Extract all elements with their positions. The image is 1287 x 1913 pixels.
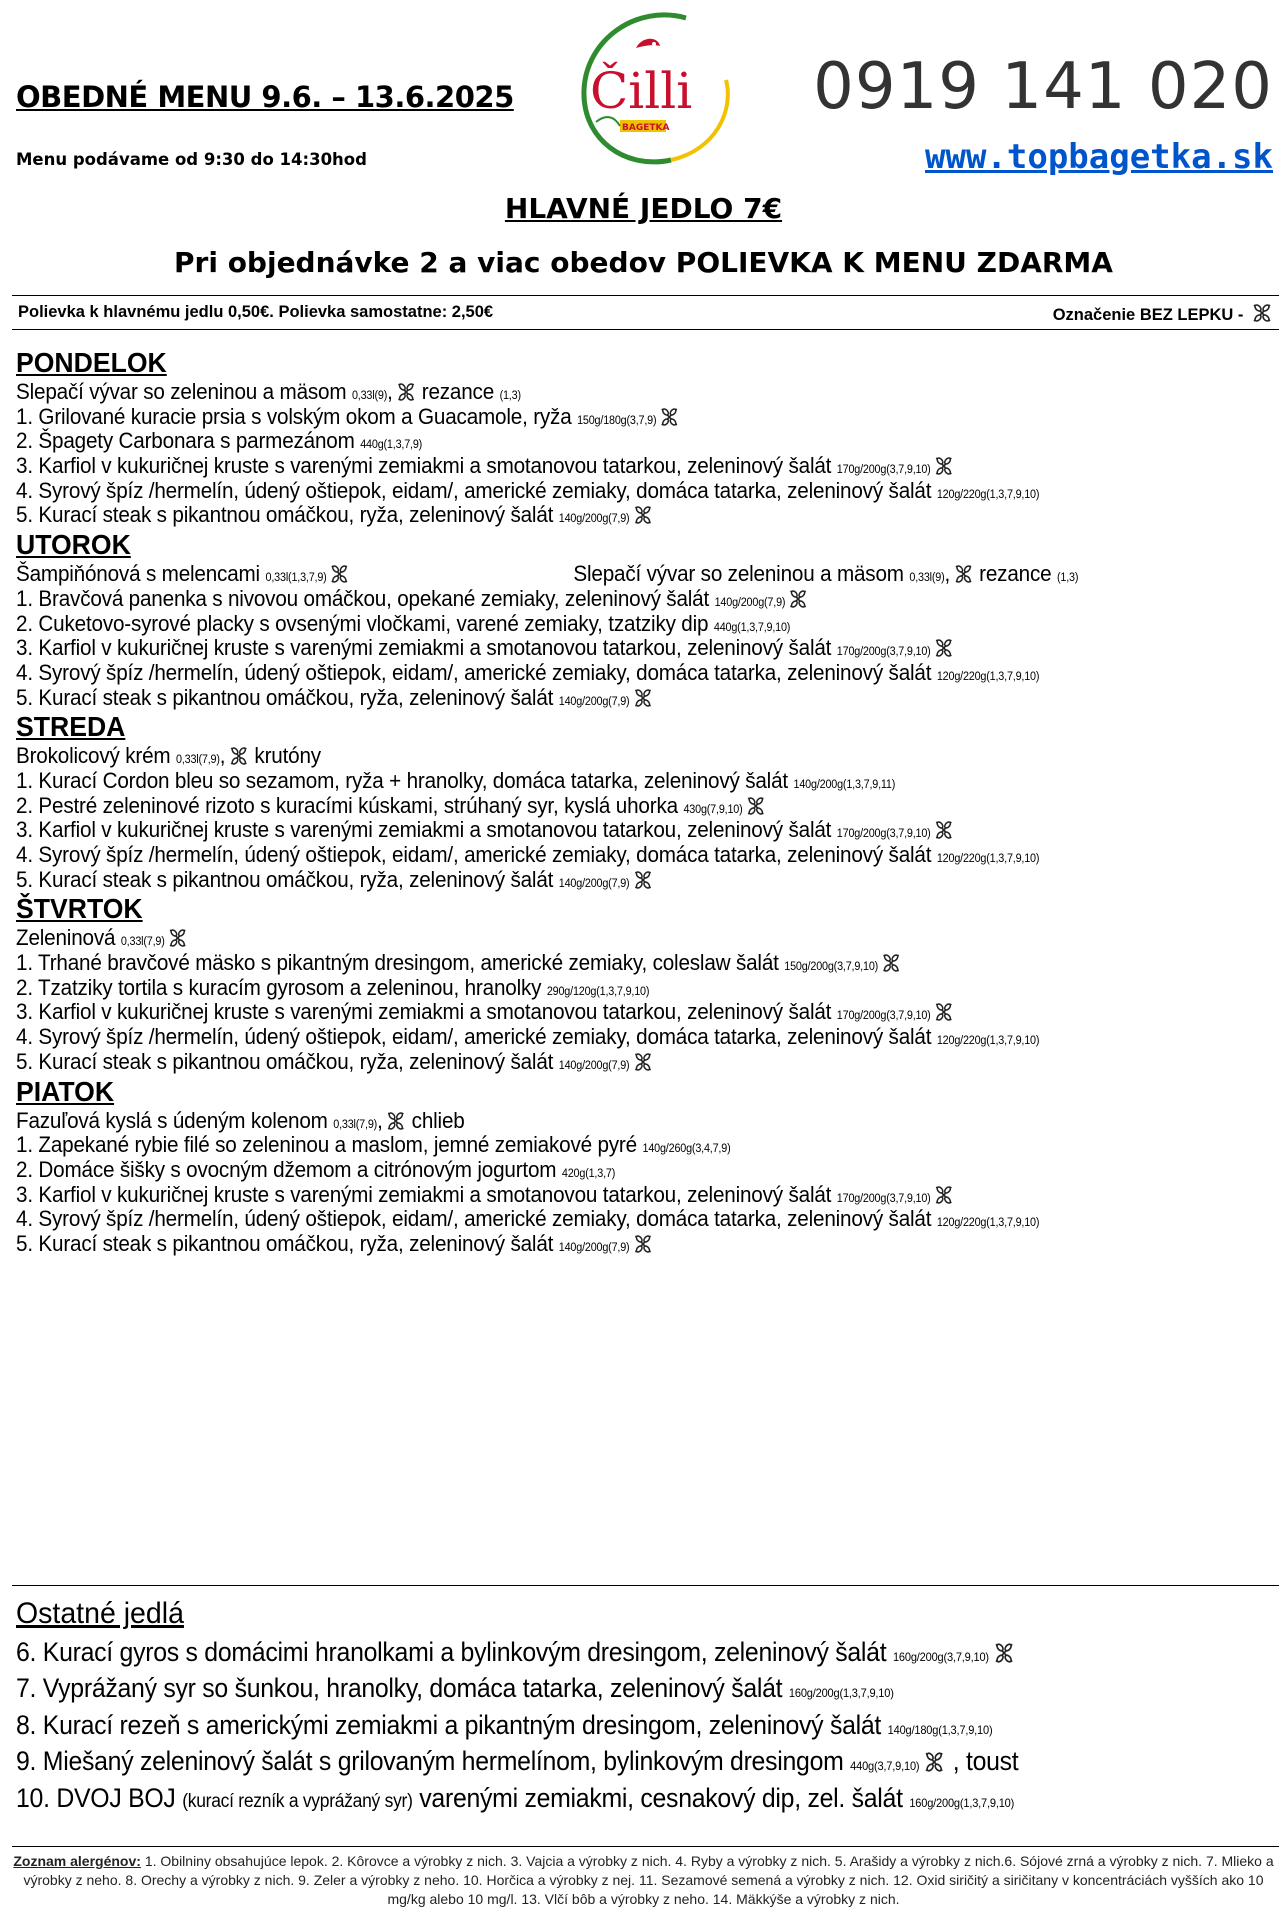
wheat-crossed-icon — [933, 1185, 954, 1205]
dish-weight-allergens: 160g/200g(3,7,9,10) — [892, 1650, 989, 1664]
dish-weight-allergens: 150g/200g(3,7,9,10) — [784, 961, 879, 974]
wheat-crossed-icon — [933, 820, 954, 840]
soup-text: Brokolicový krém — [16, 743, 176, 769]
dish-text: 7. Vyprážaný syr so šunkou, hranolky, domáca tatarka, zeleninový šalát — [16, 1673, 789, 1704]
dish-weight-allergens: 170g/200g(3,7,9,10) — [836, 1192, 931, 1205]
dish-text: 3. Karfiol v kukuričnej kruste s varenými zemiakmi a smotanovou tatarkou, zeleninový šalát — [16, 817, 837, 843]
soup-text: Slepačí vývar so zeleninou a mäsom — [573, 561, 910, 587]
day-name: UTOROK — [16, 529, 131, 561]
dish-text: 5. Kurací steak s pikantnou omáčkou, ryža, zeleninový šalát — [16, 684, 559, 710]
allergen-list: Zoznam alergénov: 1. Obilniny obsahujúce lepok. 2. Kôrovce a výrobky z nich. 3. Vajcia a výrobky z nich. 4. Ryby a výrobky z nich. 5. Arašidy a výrobky z nich.6. Sójové zrná a výrobky z nich. 7. Mlieko a výrobky z neho. 8. Orechy a výrobky z nich. 9. Zeler a výrobky z neho. 10. Horčica a výrobky z nej. 11. Sezamové semená a výrobky z nich. 12. Oxid siričitý a siričitany v koncentráciách vyšších ako 10 mg/kg alebo 10 mg/l. 13. Vlčí bôb a výrobky z neho. 14. Mäkkýše a výrobky z nich. — [13, 1853, 1274, 1907]
day-section — [16, 346, 1276, 528]
wheat-crossed-icon — [167, 928, 188, 948]
wheat-crossed-icon — [745, 796, 766, 816]
dish-text: 5. Kurací steak s pikantnou omáčkou, ryža, zeleninový šalát — [16, 1048, 559, 1074]
dish-weight-allergens: 120g/220g(1,3,7,9,10) — [936, 1035, 1040, 1048]
other-dishes — [16, 1594, 1276, 1816]
soup-extra-allergens: (1,3) — [1056, 572, 1079, 585]
promo-line: Pri objednávke 2 a viac obedov POLIEVKA K MENU ZDARMA — [174, 246, 1113, 279]
wheat-crossed-icon — [632, 1052, 653, 1072]
divider — [12, 329, 1279, 330]
dish-weight-allergens: 140g/200g(7,9) — [558, 513, 630, 526]
dish-weight-allergens: 120g/220g(1,3,7,9,10) — [936, 488, 1040, 501]
soup-extra: rezance — [973, 561, 1057, 587]
soup-allergens: 0,33l(1,3,7,9) — [265, 572, 327, 585]
other-dishes-title: Ostatné jedlá — [16, 1597, 184, 1630]
soup-allergens: 0,33l(7,9) — [175, 754, 220, 767]
dish-weight-allergens: 140g/200g(1,3,7,9,11) — [793, 778, 896, 791]
soup-line — [16, 744, 1200, 769]
dish-text: 6. Kurací gyros s domácimi hranolkami a bylinkovým dresingom, zeleninový šalát — [16, 1637, 893, 1667]
soup-text: Šampiňónová s melencami — [16, 561, 266, 587]
wheat-crossed-icon — [953, 564, 974, 584]
soup-extra: chlieb — [406, 1107, 465, 1133]
dish-weight-allergens: 290g/120g(1,3,7,9,10) — [546, 985, 650, 998]
dish-text: 2. Domáce šišky s ovocným džemom a citrónovým jogurtom — [16, 1156, 562, 1182]
wheat-crossed-icon — [659, 407, 680, 427]
soup-allergens: 0,33l(9) — [909, 572, 945, 585]
dish-line — [16, 503, 1200, 528]
weekly-menu — [16, 346, 1276, 1257]
dish-description: (kurací rezník a vyprážaný syr) — [182, 1790, 413, 1812]
soup-text: Zeleninová — [16, 925, 121, 951]
dish-line — [16, 1183, 1200, 1208]
soup-extra-allergens: (1,3) — [499, 390, 521, 402]
day-section — [16, 892, 1276, 1074]
wheat-crossed-icon — [992, 1637, 1016, 1659]
dish-weight-allergens: 140g/200g(7,9) — [558, 1241, 630, 1254]
dish-line — [16, 1207, 1200, 1232]
soup-allergens: 0,33l(7,9) — [120, 936, 165, 949]
menu-header — [0, 0, 1287, 180]
wheat-crossed-icon — [632, 688, 653, 708]
divider — [12, 295, 1279, 296]
dish-weight-allergens: 140g/260g(3,4,7,9) — [642, 1143, 731, 1156]
soup-line — [16, 1109, 1200, 1134]
dish-weight-allergens: 170g/200g(3,7,9,10) — [836, 646, 931, 659]
dish-line — [16, 1232, 1200, 1257]
dish-weight-allergens: 170g/200g(3,7,9,10) — [836, 828, 931, 841]
dish-text: 3. Karfiol v kukuričnej kruste s varenými zemiakmi a smotanovou tatarkou, zeleninový šalát — [16, 999, 837, 1025]
wheat-crossed-icon — [228, 746, 249, 766]
dish-text: 4. Syrový špíz /hermelín, údený oštiepok, eidam/, americké zemiaky, domáca tatarka, zeleninový šalát — [16, 842, 937, 867]
wheat-crossed-icon — [1251, 303, 1273, 323]
wheat-crossed-icon — [922, 1746, 946, 1768]
dish-weight-allergens: 140g/200g(7,9) — [558, 695, 630, 708]
soup-allergens: 0,33l(9) — [351, 390, 388, 402]
main-dish-price: HLAVNÉ JEDLO 7€ — [504, 192, 783, 225]
divider — [12, 1846, 1279, 1847]
wheat-crossed-icon — [933, 1002, 954, 1022]
dish-text: 2. Tzatziky tortila s kuracím gyrosom a zeleninou, hranolky — [16, 974, 547, 1000]
wheat-crossed-icon — [632, 505, 653, 525]
dish-line — [16, 454, 1200, 479]
wheat-crossed-icon — [788, 589, 809, 609]
dish-line — [16, 769, 1200, 794]
dish-weight-allergens: 150g/180g(3,7,9) — [577, 414, 657, 427]
dish-weight-allergens: 440g(1,3,7,9) — [360, 439, 423, 452]
dish-weight-allergens: 420g(1,3,7) — [561, 1167, 616, 1180]
dish-weight-allergens: 170g/200g(3,7,9,10) — [836, 464, 931, 477]
dish-text: 3. Karfiol v kukuričnej kruste s varenými zemiakmi a smotanovou tatarkou, zeleninový šalát — [16, 1181, 837, 1207]
dish-text: 8. Kurací rezeň s americkými zemiakmi a pikantným dresingom, zeleninový šalát — [16, 1709, 888, 1740]
day-section — [16, 528, 1276, 710]
dish-line — [16, 405, 1200, 430]
serving-hours: Menu podávame od 9:30 do 14:30hod — [16, 150, 367, 169]
dish-text: 5. Kurací steak s pikantnou omáčkou, ryža, zeleninový šalát — [16, 502, 559, 528]
other-dish-line — [16, 1670, 1175, 1706]
dish-text: 1. Zapekané rybie filé so zeleninou a maslom, jemné zemiakové pyré — [16, 1132, 643, 1158]
dish-weight-allergens: 160g/200g(1,3,7,9,10) — [788, 1686, 894, 1701]
dish-weight-allergens: 440g(3,7,9,10) — [850, 1759, 920, 1774]
logo-subtext: BAGETKA — [622, 123, 670, 133]
dish-line — [16, 661, 1200, 686]
dish-line — [16, 818, 1200, 843]
dish-line — [16, 429, 1200, 454]
dish-weight-allergens: 170g/200g(3,7,9,10) — [836, 1010, 931, 1023]
dish-text: 9. Miešaný zeleninový šalát s grilovaným hermelínom, bylinkovým dresingom — [16, 1746, 851, 1777]
dish-weight-allergens: 120g/220g(1,3,7,9,10) — [936, 853, 1040, 865]
dish-text: 2. Pestré zeleninové rizoto s kuracími kúskami, strúhaný syr, kyslá uhorka — [16, 792, 684, 818]
dish-text: 1. Kurací Cordon bleu so sezamom, ryža + hranolky, domáca tatarka, zeleninový šalát — [16, 767, 794, 793]
day-section — [16, 1075, 1276, 1257]
dish-text: 2. Cuketovo-syrové placky s ovsenými vločkami, varené zemiaky, tzatziky dip — [16, 610, 714, 636]
dish-weight-allergens: 160g/200g(1,3,7,9,10) — [909, 1795, 1015, 1810]
wheat-crossed-icon — [385, 1111, 406, 1131]
day-name: ŠTVRTOK — [16, 893, 143, 925]
soup-extra: rezance — [416, 379, 500, 404]
dish-weight-allergens: 440g(1,3,7,9,10) — [713, 621, 791, 634]
dish-line — [16, 1133, 1200, 1158]
dish-text: 1. Bravčová panenka s nivovou omáčkou, opekané zemiaky, zeleninový šalát — [16, 585, 715, 611]
dish-text: 2. Špagety Carbonara s parmezánom — [16, 428, 361, 454]
dish-line — [16, 1158, 1200, 1183]
day-name: STREDA — [16, 711, 126, 743]
soup-allergens: 0,33l(7,9) — [333, 1118, 378, 1131]
soup-price-info: Polievka k hlavnému jedlu 0,50€. Polievka samostatne: 2,50€ — [18, 303, 494, 321]
dish-line — [16, 636, 1200, 661]
dish-weight-allergens: 140g/200g(7,9) — [558, 1059, 630, 1072]
gluten-free-legend: Označenie BEZ LEPKU - — [1053, 303, 1273, 325]
soup-text: Fazuľová kyslá s údeným kolenom — [16, 1107, 334, 1133]
menu-title: OBEDNÉ MENU 9.6. – 13.6.2025 — [16, 80, 514, 114]
dish-text: 4. Syrový špíz /hermelín, údený oštiepok, eidam/, americké zemiaky, domáca tatarka, zeleninový šalát — [16, 477, 937, 503]
other-dish-line — [16, 1707, 1175, 1743]
dish-text: 4. Syrový špíz /hermelín, údený oštiepok, eidam/, americké zemiaky, domáca tatarka, zeleninový šalát — [16, 659, 937, 685]
wheat-crossed-icon — [632, 1234, 653, 1254]
wheat-crossed-icon — [933, 638, 954, 658]
dish-text: 3. Karfiol v kukuričnej kruste s varenými zemiakmi a smotanovou tatarkou, zeleninový šalát — [16, 453, 837, 479]
dish-line — [16, 479, 1200, 504]
dish-line — [16, 1000, 1200, 1025]
soup-line — [16, 926, 1200, 951]
dish-text: 1. Grilované kuracie prsia s volským okom a Guacamole, ryža — [16, 403, 578, 429]
dish-weight-allergens: 140g/180g(1,3,7,9,10) — [887, 1722, 993, 1737]
dish-line — [16, 794, 1200, 819]
dish-line — [16, 976, 1200, 1001]
dish-line — [16, 1025, 1200, 1050]
dish-line — [16, 686, 1200, 711]
dish-text: 3. Karfiol v kukuričnej kruste s varenými zemiakmi a smotanovou tatarkou, zeleninový šalát — [16, 635, 837, 661]
soup-sep: , — [944, 561, 951, 587]
dish-line — [16, 612, 1200, 637]
soup-sep: , — [377, 1107, 383, 1133]
dish-extra: , toust — [946, 1746, 1019, 1777]
cilli-logo — [576, 10, 732, 170]
dish-line — [16, 1050, 1200, 1075]
logo-text: Čilli — [590, 62, 693, 120]
soup-line — [16, 562, 1200, 587]
phone-number[interactable]: 0919 141 020 — [813, 50, 1273, 124]
dish-text: 1. Trhané bravčové mäsko s pikantným dresingom, americké zemiaky, coleslaw šalát — [16, 950, 785, 976]
soup-sep: , — [219, 743, 226, 769]
soup-line — [16, 380, 1200, 405]
soup-text: Slepačí vývar so zeleninou a mäsom — [16, 379, 352, 404]
day-name: PONDELOK — [16, 347, 167, 378]
dish-text-continued: varenými zemiakmi, cesnakový dip, zel. šalát — [412, 1782, 910, 1813]
wheat-crossed-icon — [933, 456, 954, 476]
dish-weight-allergens: 120g/220g(1,3,7,9,10) — [936, 1217, 1040, 1230]
dish-line — [16, 951, 1200, 976]
other-dish-line — [16, 1743, 1175, 1779]
website-link[interactable]: www.topbagetka.sk — [925, 137, 1273, 177]
dish-text: 5. Kurací steak s pikantnou omáčkou, ryža, zeleninový šalát — [16, 866, 559, 892]
day-name: PIATOK — [16, 1075, 115, 1107]
dish-weight-allergens: 430g(7,9,10) — [683, 803, 743, 816]
wheat-crossed-icon — [396, 382, 417, 402]
soup-extra: krutóny — [248, 743, 321, 769]
dish-weight-allergens: 140g/200g(7,9) — [714, 596, 786, 609]
other-dish-line — [16, 1780, 1175, 1816]
other-dish-line — [16, 1634, 1175, 1670]
dish-line — [16, 587, 1200, 612]
day-section — [16, 710, 1276, 892]
dish-text: 10. DVOJ BOJ — [16, 1782, 183, 1813]
divider — [12, 1585, 1279, 1586]
soup-sep: , — [387, 379, 393, 404]
dish-weight-allergens: 140g/200g(7,9) — [558, 877, 630, 890]
dish-text: 5. Kurací steak s pikantnou omáčkou, ryža, zeleninový šalát — [16, 1230, 559, 1256]
dish-text: 4. Syrový špíz /hermelín, údený oštiepok, eidam/, americké zemiaky, domáca tatarka, zeleninový šalát — [16, 1024, 937, 1050]
dish-line — [16, 843, 1200, 868]
wheat-crossed-icon — [632, 870, 653, 890]
dish-text: 4. Syrový špíz /hermelín, údený oštiepok, eidam/, americké zemiaky, domáca tatarka, zeleninový šalát — [16, 1206, 937, 1232]
wheat-crossed-icon — [881, 953, 902, 973]
wheat-crossed-icon — [329, 564, 350, 584]
dish-weight-allergens: 120g/220g(1,3,7,9,10) — [936, 670, 1040, 683]
dish-line — [16, 868, 1200, 893]
